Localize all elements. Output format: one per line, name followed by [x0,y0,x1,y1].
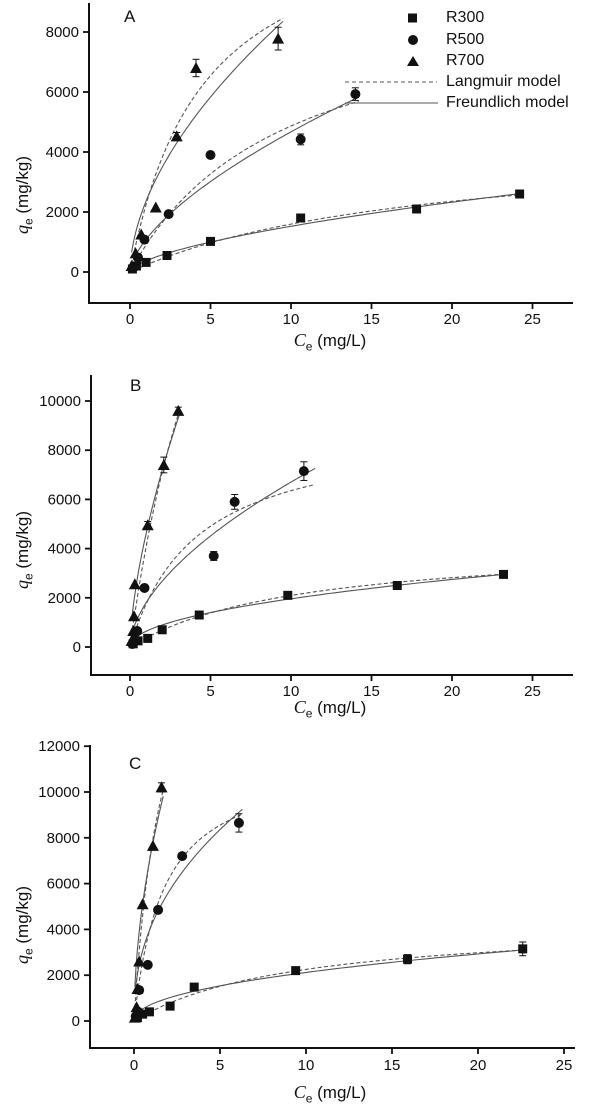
y-subscript: e [21,573,36,581]
svg-text:12000: 12000 [38,738,80,756]
legend-label: Langmuir model [446,73,561,90]
svg-text:4000: 4000 [45,144,79,161]
y-axis-label-c [12,860,35,990]
svg-text:6000: 6000 [45,84,79,101]
svg-text:0: 0 [129,1057,139,1074]
svg-text:10: 10 [282,311,300,328]
legend-label: R300 [446,9,485,26]
x-subscript: e [305,1091,313,1106]
svg-text:25: 25 [524,311,541,328]
svg-text:4000: 4000 [47,540,81,558]
svg-text:15: 15 [363,311,380,328]
legend-item-r700 [340,50,598,72]
svg-text:4000: 4000 [46,921,80,939]
x-unit: (mg/L) [312,331,367,350]
legend [340,0,598,125]
svg-text:2000: 2000 [45,204,79,221]
svg-text:0: 0 [72,639,81,656]
svg-text:8000: 8000 [45,24,79,41]
svg-text:6000: 6000 [47,491,81,509]
legend-item-r500 [340,29,598,51]
x-subscript: e [305,339,313,354]
svg-text:2000: 2000 [46,967,80,985]
x-unit: (mg/L) [312,1083,367,1102]
legend-label: R700 [446,52,485,69]
x-axis-label-c [230,1082,430,1105]
svg-text:5: 5 [206,683,215,700]
dashed-line-icon [345,82,437,83]
svg-text:5: 5 [215,1057,225,1074]
svg-text:20: 20 [469,1057,487,1074]
svg-text:0: 0 [125,311,135,328]
y-unit: (mg/kg) [13,510,32,574]
x-axis-label-b [230,697,430,720]
x-symbol: C [293,697,306,717]
svg-text:0: 0 [71,1013,80,1030]
svg-text:10: 10 [282,683,300,700]
y-unit: (mg/kg) [13,885,32,949]
square-marker-icon [408,14,417,23]
panel-label-b: B [130,376,142,395]
x-axis-label-a [230,330,430,353]
svg-text:10: 10 [297,1057,315,1074]
y-symbol: q [12,955,32,965]
svg-text:6000: 6000 [46,875,80,893]
svg-text:25: 25 [524,683,541,700]
y-symbol: q [12,225,32,235]
solid-line-icon [345,103,438,104]
svg-text:0: 0 [70,264,79,281]
svg-text:8000: 8000 [47,442,81,460]
x-unit: (mg/L) [312,698,367,717]
svg-text:20: 20 [443,683,461,700]
panel-label-a: A [124,7,136,26]
svg-text:8000: 8000 [46,829,80,847]
svg-text:10000: 10000 [38,784,80,801]
svg-text:20: 20 [443,311,461,328]
panel-label-c: C [129,754,142,773]
svg-text:25: 25 [555,1057,573,1074]
x-symbol: C [293,1082,306,1102]
y-unit: (mg/kg) [13,155,32,219]
y-subscript: e [21,948,36,956]
svg-text:5: 5 [206,311,215,328]
x-symbol: C [293,330,306,350]
svg-text:15: 15 [383,1057,401,1074]
svg-text:10000: 10000 [39,393,81,410]
svg-text:0: 0 [125,683,135,700]
legend-item-langmuir [340,71,598,93]
triangle-marker-icon [407,56,419,66]
y-axis-label-b [12,485,35,615]
y-axis-label-a [12,130,35,260]
y-symbol: q [12,580,32,590]
legend-label: R500 [446,31,485,48]
svg-text:2000: 2000 [47,589,81,607]
legend-item-r300 [340,7,598,29]
svg-text:15: 15 [363,683,380,700]
circle-marker-icon [408,35,418,45]
x-subscript: e [305,706,313,721]
y-subscript: e [21,218,36,226]
legend-label: Freundlich model [446,94,569,111]
legend-item-freundlich [340,92,598,114]
